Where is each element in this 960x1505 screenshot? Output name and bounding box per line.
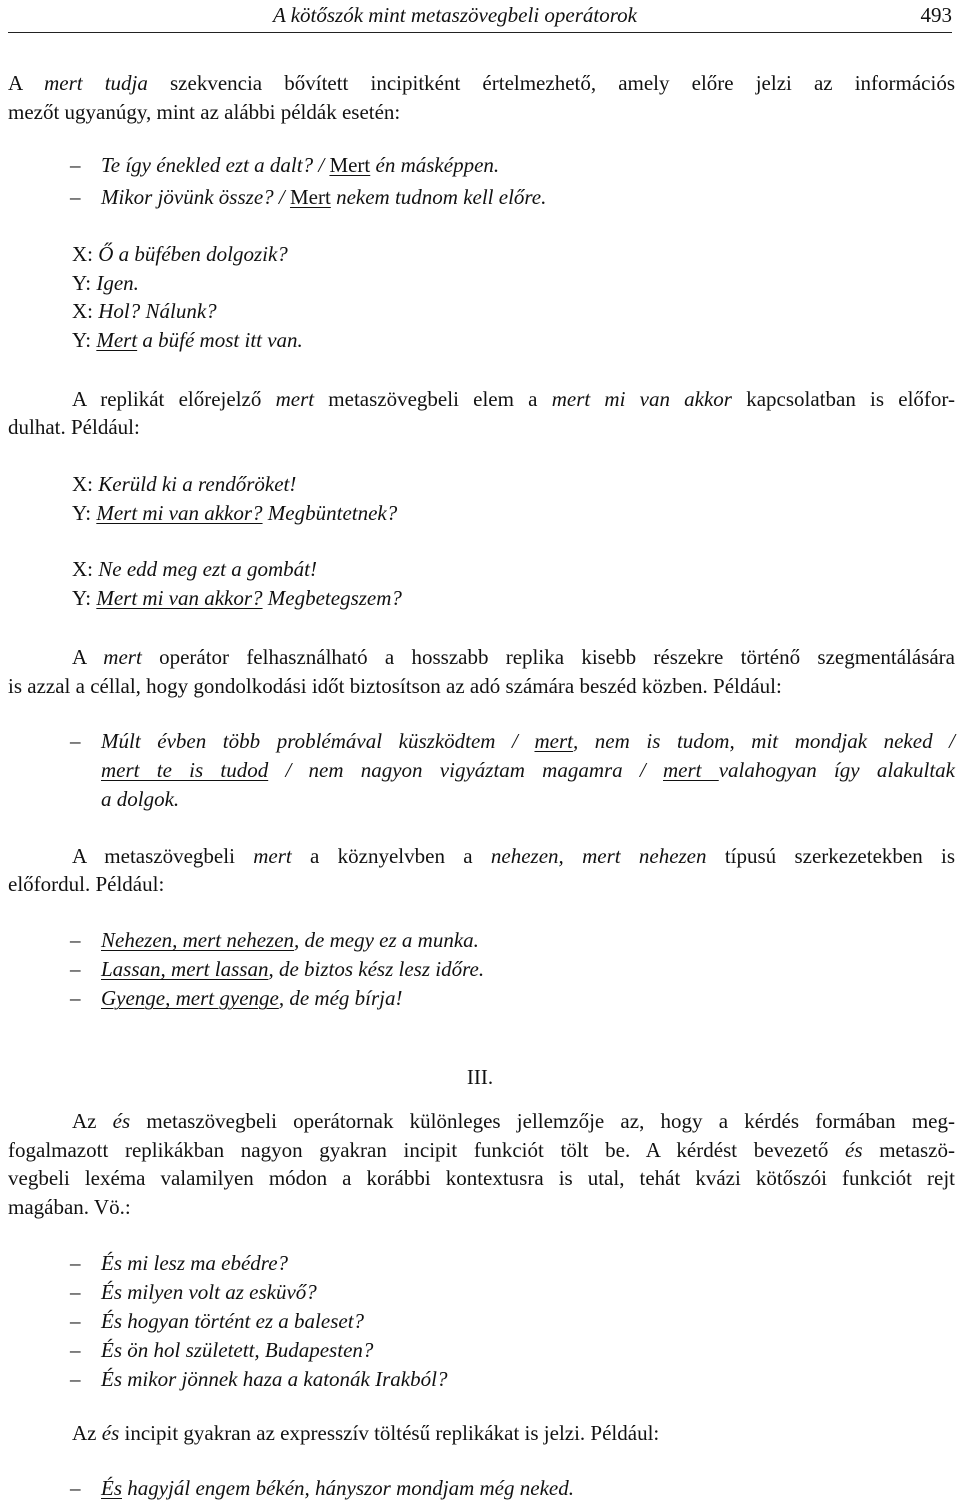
example-line: És ön hol született, Budapesten? [101, 1338, 374, 1362]
example-line: Gyenge, mert gyenge, de még bírja! [101, 986, 403, 1010]
example-line: És mikor jönnek haza a katonák Irakból? [101, 1367, 448, 1391]
paragraph-line: A metaszövegbeli mert a köznyelvben a nehezen, mert nehezen típusú szerkezetekben is [72, 844, 956, 868]
list-dash: – [70, 1367, 81, 1391]
paragraph-line: dulhat. Például: [8, 415, 140, 439]
paragraph-line: fogalmazott replikákban nagyon gyakran incipit funkciót tölt be. A kérdést bevezető és metaszö- [8, 1138, 955, 1162]
list-dash: – [70, 1280, 81, 1304]
example-line: Múlt évben több problémával küszködtem / mert, nem is tudom, mit mondjak neked / [101, 729, 955, 753]
example-line: És hagyjál engem békén, hányszor mondjam még neked. [101, 1476, 574, 1500]
paragraph-line: magában. Vö.: [8, 1195, 131, 1219]
list-dash: – [70, 928, 81, 952]
list-dash: – [70, 153, 81, 177]
page-header [8, 2, 952, 33]
running-title: A kötőszók mint metaszövegbeli operátorok [273, 3, 637, 27]
paragraph-line: is azzal a céllal, hogy gondolkodási időt biztosítson az adó számára beszéd közben. Például: [8, 674, 782, 698]
list-dash: – [70, 1309, 81, 1333]
list-dash: – [70, 986, 81, 1010]
example-line: És milyen volt az esküvő? [101, 1280, 317, 1304]
example-line: mert te is tudod / nem nagyon vigyáztam magamra / mert valahogyan így alakultak [101, 758, 955, 782]
list-dash: – [70, 729, 81, 753]
list-dash: – [70, 1338, 81, 1362]
example-line: És mi lesz ma ebédre? [101, 1251, 289, 1275]
page-number: 493 [920, 3, 952, 27]
dialogue-line: X: Ő a büfében dolgozik? [72, 242, 288, 266]
example-line: a dolgok. [101, 787, 180, 811]
list-dash: – [70, 957, 81, 981]
paragraph-line: A mert tudja szekvencia bővített incipitként értelmezhető, amely előre jelzi az információs [8, 71, 956, 95]
dialogue-line: Y: Mert mi van akkor? Megbetegszem? [72, 586, 402, 610]
dialogue-line: X: Hol? Nálunk? [72, 299, 217, 323]
section-heading: III. [466, 1065, 494, 1089]
paragraph-line: Az és metaszövegbeli operátornak különleges jellemzője az, hogy a kérdés formában meg- [72, 1109, 955, 1133]
example-line: Lassan, mert lassan, de biztos kész lesz időre. [101, 957, 485, 981]
example-line: Te így énekled ezt a dalt? / Mert én másképpen. [101, 153, 500, 177]
paragraph-line: vegbeli lexéma valamilyen módon a korábbi kontextusra is utal, tehát kvázi kötőszói funkciót rejt [8, 1166, 955, 1190]
example-line: Nehezen, mert nehezen, de megy ez a munka. [101, 928, 479, 952]
paragraph-line: mezőt ugyanúgy, mint az alábbi példák esetén: [8, 100, 401, 124]
dialogue-line: X: Kerüld ki a rendőröket! [72, 472, 297, 496]
list-dash: – [70, 1476, 81, 1500]
paragraph-line: előfordul. Például: [8, 872, 165, 896]
example-line: És hogyan történt ez a baleset? [101, 1309, 365, 1333]
dialogue-line: Y: Mert a büfé most itt van. [72, 328, 303, 352]
dialogue-line: Y: Mert mi van akkor? Megbüntetnek? [72, 501, 398, 525]
paragraph-line: Az és incipit gyakran az expresszív töltésű replikákat is jelzi. Például: [72, 1421, 660, 1445]
dialogue-line: X: Ne edd meg ezt a gombát! [72, 557, 317, 581]
paragraph-line: A replikát előrejelző mert metaszövegbeli elem a mert mi van akkor kapcsolatban is előfor- [72, 387, 955, 411]
list-dash: – [70, 1251, 81, 1275]
dialogue-line: Y: Igen. [72, 271, 139, 295]
list-dash: – [70, 185, 81, 209]
example-line: Mikor jövünk össze? / Mert nekem tudnom kell előre. [101, 185, 547, 209]
paragraph-line: A mert operátor felhasználható a hosszabb replika kisebb részekre történő szegmentálására [72, 645, 955, 669]
